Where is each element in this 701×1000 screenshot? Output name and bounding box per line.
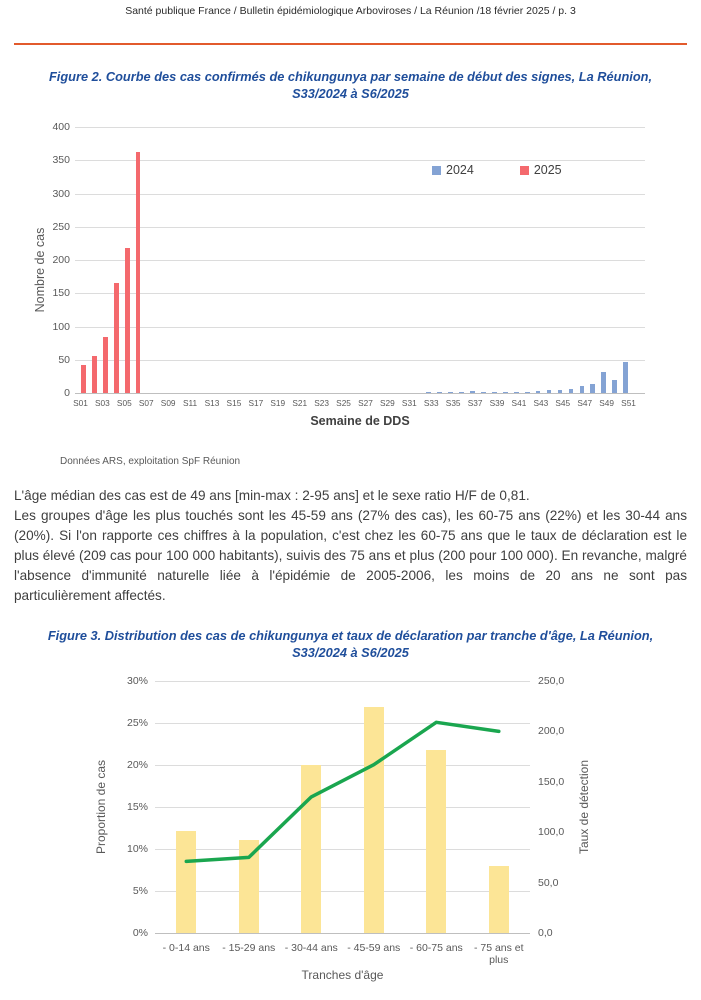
legend-label-2025: 2025 (533, 163, 562, 177)
chart1-x-tick-label: S41 (511, 398, 527, 408)
body-text (14, 486, 687, 606)
chart2-left-tick-label: 20% (126, 759, 148, 771)
figure3-title (24, 627, 677, 661)
chart2-right-tick-label: 100,0 (538, 826, 565, 839)
case-bar-2024 (536, 391, 541, 393)
chart1-gridline (75, 360, 645, 361)
chart1-x-tick-label: S01 (73, 398, 88, 408)
chart1-x-tick-label: S37 (467, 398, 483, 408)
chart2-left-tick-label: 0% (132, 927, 148, 939)
chart1-x-tick-label: S17 (248, 398, 264, 408)
chart1-y-tick-label: 0 (64, 387, 70, 399)
chart1-x-tick-label: S27 (358, 398, 373, 408)
chart1-x-tick-label: S13 (204, 398, 220, 408)
case-bar-2024 (558, 390, 563, 393)
chart1-y-tick-label: 50 (58, 353, 70, 366)
case-bar-2024 (492, 392, 497, 393)
chart1-x-tick-label: S39 (489, 398, 505, 408)
data-source-note: Données ARS, exploitation SpF Réunion (60, 456, 241, 467)
chart1-legend (432, 163, 562, 177)
figure2-title-line1: Figure 2. Courbe des cas confirmés de chikungunya par semaine de début des signes, La Réunion, (48, 69, 653, 84)
chart2-left-tick-label: 25% (126, 717, 148, 729)
chart1-y-axis-title: Nombre de cas (33, 227, 47, 313)
chart1-x-tick-label: S09 (160, 398, 176, 408)
case-bar-2025 (103, 337, 108, 393)
chart2-x-axis-title: Tranches d'âge (301, 968, 384, 982)
chart2-category-label: - 45-59 ans (347, 942, 401, 954)
case-bar-2024 (481, 392, 486, 393)
chart1-x-tick-label: S45 (555, 398, 571, 408)
case-bar-2024 (569, 389, 574, 393)
chart1-y-tick-label: 250 (52, 220, 70, 233)
figure2-title-line2: S33/2024 à S6/2025 (292, 86, 409, 101)
chart2-x-axis-line (155, 933, 530, 934)
chart1-x-tick-label: S51 (621, 398, 636, 408)
chart2-right-tick-label: 250,0 (538, 675, 565, 687)
chart1-x-tick-label: S35 (445, 398, 461, 408)
case-bar-2024 (601, 372, 606, 393)
case-bar-2024 (623, 362, 628, 393)
chart1-gridline (75, 227, 645, 228)
chart2-category-label: - 0-14 ans (162, 942, 210, 954)
body-paragraph-2: Les groupes d'âge les plus touchés sont les 45-59 ans (27% des cas), les 60-75 ans (22%) et les 30-44 ans (20%). Si l'on rapporte ces chiffres à la population, c'est chez les 60-75 ans que le taux de déclaration est le plus élevé (209 cas pour 100 000 habitants), suivis des 75 ans et plus (200 pour 100 000). En revanche, malgré l'absence d'immunité naturelle liée à l'épidémie de 2005-2006, les moins de 20 ans ne sont pas particulièrement affectés. (14, 508, 687, 603)
case-bar-2025 (136, 152, 141, 393)
chart2-category-label: - 30-44 ans (284, 942, 338, 954)
chart2-category-label: - 60-75 ans (409, 942, 463, 954)
case-bar-2025 (114, 283, 119, 393)
chart2-left-tick-label: 10% (126, 843, 148, 855)
chart1-y-tick-label: 100 (52, 320, 70, 333)
chart1-x-tick-label: S29 (380, 398, 395, 408)
chart2-left-tick-label: 30% (126, 675, 148, 687)
chart1-gridline (75, 293, 645, 294)
chart2-right-tick-label: 150,0 (538, 775, 565, 788)
case-bar-2024 (525, 392, 530, 393)
chart1-y-tick-label: 300 (52, 187, 70, 200)
chart2-right-tick-label: 50,0 (538, 876, 559, 889)
chart1-x-tick-label: S31 (401, 398, 417, 408)
chart1-x-tick-label: S49 (599, 398, 614, 408)
chart2-right-tick-label: 0,0 (538, 927, 553, 939)
chart2-right-axis-title: Taux de détection (577, 759, 591, 855)
chart1-y-tick-label: 350 (52, 154, 70, 167)
chart1-x-tick-label: S21 (292, 398, 308, 408)
chart1-y-tick-label: 400 (52, 121, 70, 133)
case-bar-2024 (459, 392, 464, 393)
case-bar-2025 (125, 248, 130, 393)
legend-item-2024 (432, 163, 474, 177)
page-header: Santé publique France / Bulletin épidémiologique Arboviroses / La Réunion /18 février 2025 / p. 3 (125, 5, 576, 17)
chart1-x-tick-label: S43 (533, 398, 549, 408)
chart1-gridline (75, 194, 645, 195)
figure2-title (24, 68, 677, 102)
chart1-y-tick-label: 150 (52, 287, 70, 300)
chart1-x-axis-title: Semaine de DDS (310, 414, 410, 428)
chart1-x-axis-line (75, 393, 645, 394)
chart2-right-tick-label: 200,0 (538, 725, 565, 738)
legend-label-2024: 2024 (446, 163, 474, 177)
chart1-x-tick-label: S03 (95, 398, 110, 408)
detection-rate-line (155, 681, 530, 933)
chart1-gridline (75, 260, 645, 261)
chart2-category-label: - 15-29 ans (222, 942, 276, 954)
header-divider-rule (14, 43, 687, 45)
chart1-x-tick-label: S23 (314, 398, 329, 408)
figure3-title-line2: S33/2024 à S6/2025 (292, 645, 409, 660)
legend-swatch-2024 (432, 166, 441, 175)
figure3-title-line1: Figure 3. Distribution des cas de chikungunya et taux de déclaration par tranche d'âge, La Réunion, (47, 628, 654, 643)
legend-item-2025 (520, 163, 562, 177)
chart1-x-tick-label: S05 (116, 398, 132, 408)
case-bar-2025 (92, 356, 97, 393)
chart1-x-tick-label: S33 (423, 398, 439, 408)
case-bar-2024 (437, 392, 442, 393)
chart1-gridline (75, 327, 645, 328)
chart2-left-tick-label: 15% (126, 801, 148, 813)
chart1-x-tick-label: S19 (270, 398, 286, 408)
chart1-x-tick-label: S11 (183, 398, 198, 408)
case-bar-2024 (612, 380, 617, 393)
chart1-x-tick-label: S25 (336, 398, 351, 408)
case-bar-2025 (81, 365, 86, 393)
case-bar-2024 (426, 392, 431, 393)
case-bar-2024 (503, 392, 508, 393)
body-paragraph-1: L'âge médian des cas est de 49 ans [min-max : 2-95 ans] et le sexe ratio H/F de 0,81. (14, 488, 530, 503)
case-bar-2024 (580, 386, 585, 393)
chart2-left-axis-title: Proportion de cas (94, 759, 108, 855)
chart1-y-tick-label: 200 (52, 254, 70, 266)
chart2-category-label: - 75 ans et plus (473, 942, 524, 966)
chart2-left-tick-label: 5% (132, 885, 148, 897)
legend-swatch-2025 (520, 166, 529, 175)
chart1-gridline (75, 127, 645, 128)
chart1-gridline (75, 160, 645, 161)
case-bar-2024 (547, 390, 552, 393)
chart1-x-tick-label: S07 (138, 398, 154, 408)
chart1-x-tick-label: S47 (577, 398, 593, 408)
case-bar-2024 (448, 392, 453, 393)
case-bar-2024 (470, 391, 475, 393)
case-bar-2024 (590, 384, 595, 393)
chart1-x-tick-label: S15 (226, 398, 242, 408)
case-bar-2024 (514, 392, 519, 393)
